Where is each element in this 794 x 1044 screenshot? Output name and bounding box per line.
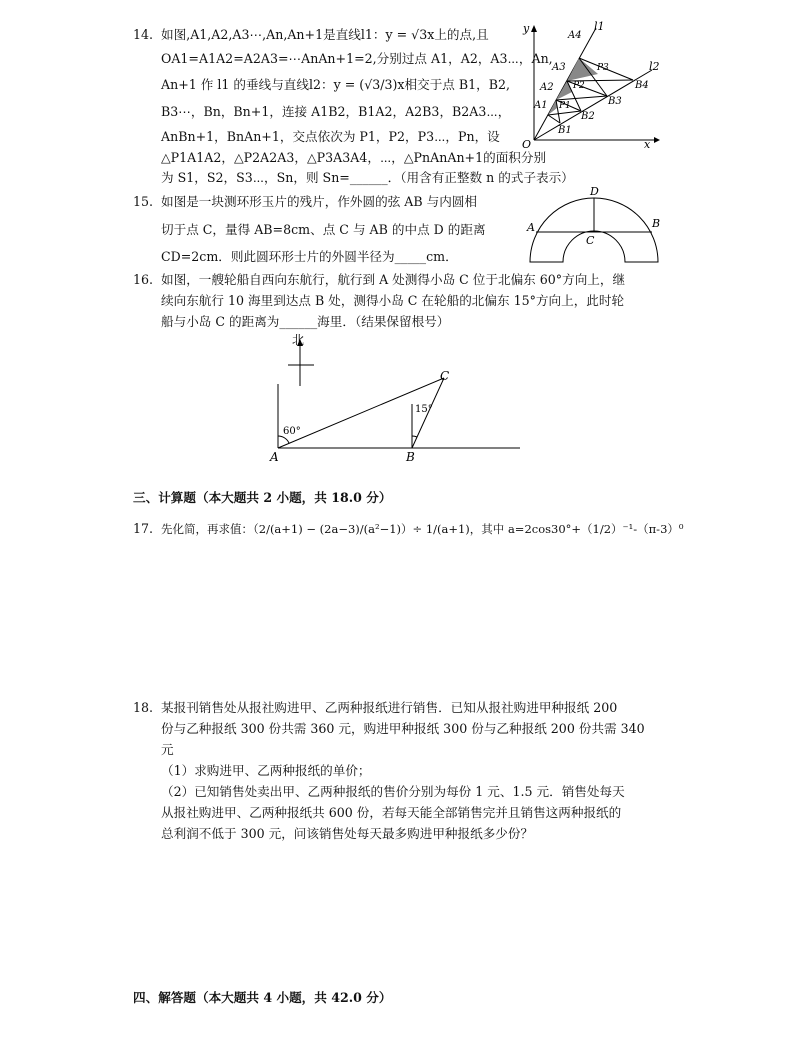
question-14-line-1: 如图,A1,A2,A3⋯,An,An+1是直线l1：y = √3x上的点,且 — [161, 27, 489, 42]
label-p1: P1 — [559, 101, 571, 111]
label-y: y — [523, 22, 530, 35]
question-18-line-1: 某报刊销售处从报社购进甲、乙两种报纸进行销售．已知从报社购进甲种报纸 200 — [161, 700, 618, 715]
label-a: A — [527, 221, 535, 234]
question-18-number: 18. — [133, 700, 154, 715]
label-b2: B2 — [581, 111, 595, 122]
perp-a1b1 — [548, 115, 560, 123]
question-14-number: 14. — [133, 27, 154, 42]
label-o: O — [522, 138, 532, 150]
question-15-figure — [524, 184, 664, 266]
label-a4: A4 — [568, 30, 582, 41]
label-c: C — [440, 369, 450, 383]
label-b4: B4 — [635, 80, 649, 91]
angle-60-label: 60° — [283, 426, 301, 437]
label-l2: l2 — [649, 60, 660, 73]
angle-15-arc — [412, 436, 417, 437]
label-b: B — [652, 217, 661, 230]
label-l1: l1 — [594, 20, 605, 33]
label-p2: P2 — [573, 81, 585, 91]
label-c: C — [586, 234, 595, 247]
segment-a2b3 — [556, 96, 607, 100]
angle-60-arc — [278, 436, 289, 443]
question-15-line-1: 如图是一块测环形玉片的残片，作外圆的弦 AB 与内圆相 — [161, 194, 478, 209]
label-a: A — [270, 450, 279, 464]
x-axis-arrow — [654, 137, 660, 143]
question-16-line-1: 如图，一艘轮船自西向东航行，航行到 A 处测得小岛 C 位于北偏东 60°方向上，继 — [161, 272, 626, 287]
section-3-title: 三、计算题（本大题共 2 小题，共 18.0 分） — [133, 490, 392, 505]
question-18-line-5: （2）已知销售处卖出甲、乙两种报纸的售价分别为每份 1 元、1.5 元．销售处每天 — [161, 784, 625, 799]
label-b3: B3 — [608, 96, 622, 107]
section-4-title: 四、解答题（本大题共 4 小题，共 42.0 分） — [133, 990, 392, 1005]
question-14-line-4: B3⋯，Bn，Bn+1，连接 A1B2，B1A2，A2B3，B2A3⋯， — [161, 104, 511, 119]
question-18-line-7: 总利润不低于 300 元，问该销售处每天最多购进甲种报纸多少份？ — [161, 826, 534, 841]
label-a1: A1 — [534, 100, 548, 111]
question-16-number: 16. — [133, 272, 154, 287]
angle-15-label: 15° — [415, 404, 433, 415]
question-16-line-3: 船与小岛 C 的距离为______海里．（结果保留根号） — [161, 314, 450, 329]
y-axis-arrow — [531, 25, 537, 32]
question-16-figure — [262, 330, 527, 466]
question-14-line-7: 为 S1，S2，S3⋯，Sn，则 Sn=______．（用含有正整数 n 的式子表示） — [161, 170, 574, 185]
question-15-line-3: CD=2cm．则此圆环形士片的外圆半径为_____cm． — [161, 249, 458, 264]
label-d: D — [590, 185, 599, 198]
triangle-p1 — [548, 100, 557, 115]
question-18-line-2: 份与乙种报纸 300 份共需 360 元，购进甲种报纸 300 份与乙种报纸 200 份共需 340 — [161, 721, 645, 736]
segment-a1b2 — [548, 111, 581, 115]
label-a3: A3 — [552, 62, 566, 73]
question-14-line-3: An+1 作 l1 的垂线与直线l2：y = (√3/3)x相交于点 B1，B2, — [161, 77, 511, 92]
question-16-line-2: 续向东航行 10 海里到达点 B 处，测得小岛 C 在轮船的北偏东 15°方向上，此时轮 — [161, 293, 625, 308]
question-18-line-4: （1）求购进甲、乙两种报纸的单价； — [161, 763, 371, 778]
question-18-line-3: 元 — [161, 742, 174, 757]
question-14-figure — [514, 20, 664, 150]
label-b1: B1 — [558, 125, 572, 136]
label-b: B — [406, 450, 415, 464]
question-14-line-6: △P1A1A2，△P2A2A3，△P3A3A4，⋯，△PnAnAn+1的面积分别 — [161, 150, 547, 165]
north-label: 北 — [292, 333, 305, 347]
label-a2: A2 — [540, 82, 554, 93]
question-14-line-2: OA1=A1A2=A2A3=⋯AnAn+1=2,分别过点 A1，A2，A3⋯，An, — [161, 51, 553, 66]
question-17-number: 17. — [133, 521, 154, 536]
triangle-p2 — [556, 81, 572, 100]
label-x: x — [644, 138, 651, 150]
question-17-text: 先化简，再求值：（2/(a+1) − (2a−3)/(a²−1)）÷ 1/(a+1)，其中 a=2cos30°+（1/2）⁻¹-（π-3）⁰ — [161, 522, 684, 536]
question-14-line-5: AnBn+1，BnAn+1，交点依次为 P1，P2，P3⋯，Pn，设 — [161, 129, 500, 144]
label-p3: P3 — [597, 63, 609, 73]
question-15-line-2: 切于点 C，量得 AB=8cm、点 C 与 AB 的中点 D 的距离 — [161, 222, 486, 237]
question-18-line-6: 从报社购进甲、乙两种报纸共 600 份，若每天能全部销售完并且销售这两种报纸的 — [161, 805, 622, 820]
question-15-number: 15. — [133, 194, 154, 209]
